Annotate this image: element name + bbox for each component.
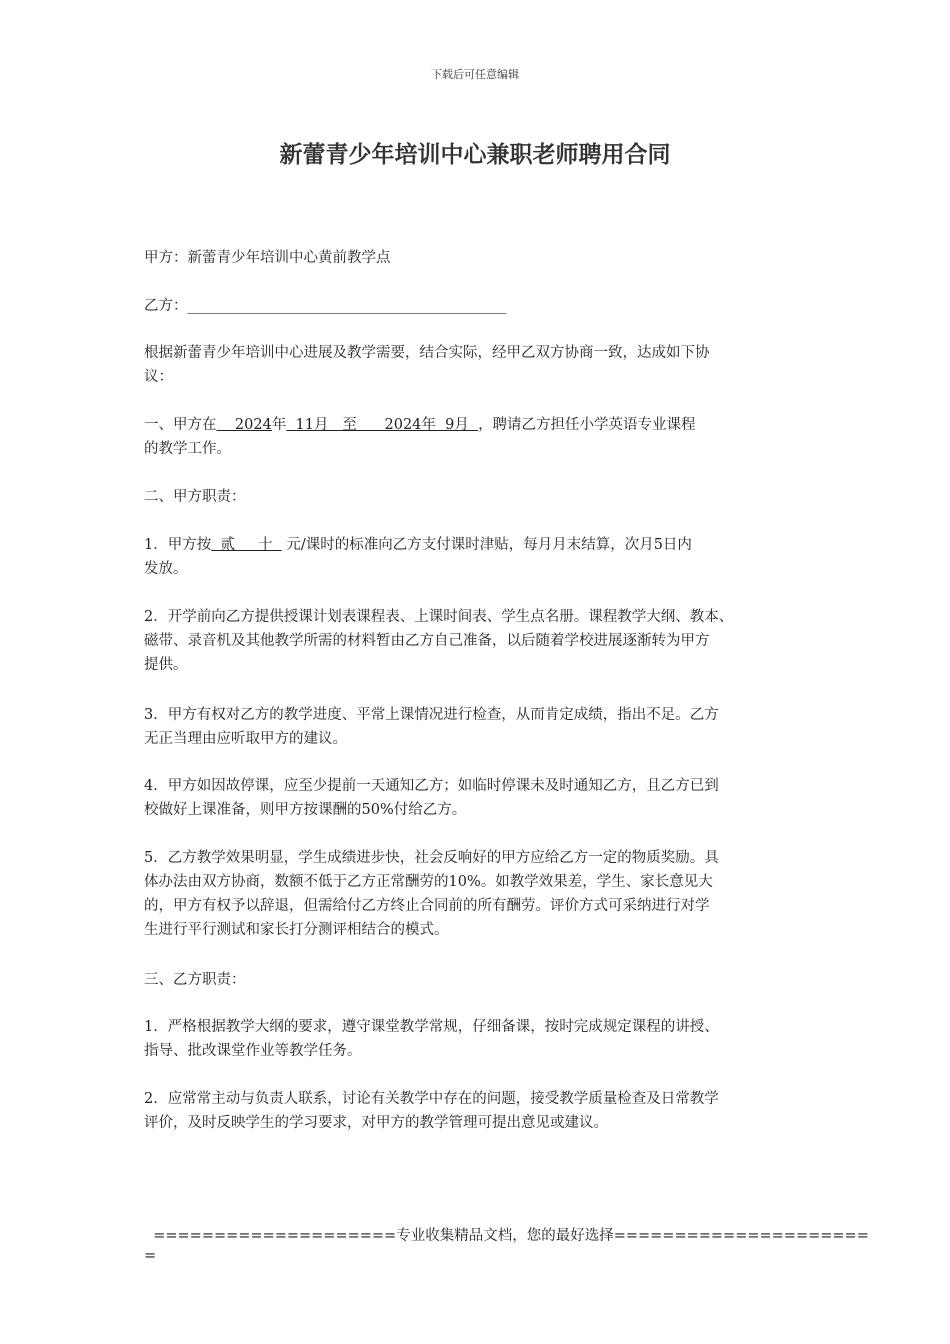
party-b: 乙方：____________________________________________ bbox=[144, 298, 507, 314]
section-3-heading: 三、乙方职责： bbox=[144, 972, 246, 988]
party-b-blank: ____________________________________________ bbox=[187, 298, 507, 314]
item-2-5: 5．乙方教学效果明显，学生成绩进步快，社会反响好的甲方应给乙方一定的物质奖励。具 体办法由双方协商，数额不低于乙方正常酬劳的10%。如教学效果差，学生、家长意见大 的，甲方有权予以辞退，但需给付乙方终止合同前的所有酬劳。评价方式可采纳进行对学 生进行平行测试和家长打分测评相结合的模式。 bbox=[144, 850, 719, 938]
item-3-2: 2．应常常主动与负责人联系，讨论有关教学中存在的问题，接受教学质量检查及日常教学 评价，及时反映学生的学习要求，对甲方的教学管理可提出意见或建议。 bbox=[144, 1091, 719, 1131]
start-year: 2024 bbox=[216, 417, 272, 433]
contract-period: 11月 至 2024年 9月 bbox=[286, 417, 479, 433]
section-2-heading: 二、甲方职责： bbox=[144, 489, 246, 505]
hourly-rate: 贰 十 bbox=[211, 537, 282, 553]
footer-banner: ====================专业收集精品文档，您的最好选择===================== = bbox=[144, 1228, 869, 1264]
item-3-1: 1．严格根据教学大纲的要求，遵守课堂教学常规，仔细备课，按时完成规定课程的讲授、 指导、批改课堂作业等教学任务。 bbox=[144, 1019, 719, 1059]
item-2-1: 1．甲方按 贰 十 元/课时的标准向乙方支付课时津贴，每月月末结算，次月5日内 发放。 bbox=[144, 537, 692, 577]
party-a: 甲方：新蕾青少年培训中心黄前教学点 bbox=[144, 250, 391, 266]
document-title: 新蕾青少年培训中心兼职老师聘用合同 bbox=[279, 142, 671, 168]
item-2-2: 2．开学前向乙方提供授课计划表课程表、上课时间表、学生点名册。课程教学大纲、教本、 磁带、录音机及其他教学所需的材料暂由乙方自己准备，以后随着学校进展逐渐转为甲方 提供。 bbox=[144, 609, 734, 673]
item-2-4: 4．甲方如因故停课，应至少提前一天通知乙方；如临时停课未及时通知乙方，且乙方已到 校做好上课准备，则甲方按课酬的50%付给乙方。 bbox=[144, 778, 719, 818]
intro-paragraph: 根据新蕾青少年培训中心进展及教学需要，结合实际，经甲乙双方协商一致，达成如下协 议： bbox=[144, 345, 710, 385]
item-2-3: 3．甲方有权对乙方的教学进度、平常上课情况进行检查，从而肯定成绩，指出不足。乙方 无正当理由应听取甲方的建议。 bbox=[144, 707, 719, 747]
clause-1: 一、甲方在 2024年 11月 至 2024年 9月 ，聘请乙方担任小学英语专业课程 的教学工作。 bbox=[144, 417, 696, 457]
header-note: 下载后可任意编辑 bbox=[431, 68, 519, 81]
